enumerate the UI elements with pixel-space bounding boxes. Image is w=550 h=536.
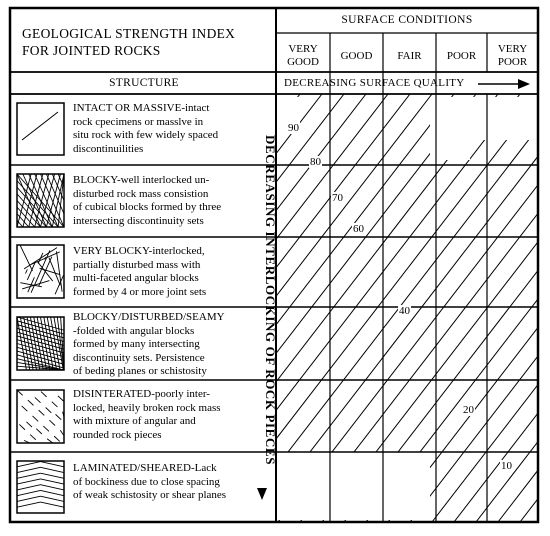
gsi-value-10: 10 — [501, 460, 512, 472]
title-line-2: FOR JOINTED ROCKS — [22, 43, 161, 58]
sketch-line — [41, 496, 65, 501]
interlocking-label: DECREASING INTERLOCKING OF ROCK PIECES — [263, 134, 278, 466]
structure-line: of weak schistosity or shear planes — [73, 489, 227, 501]
structure-line: disturbed rock mass consistion — [73, 187, 209, 200]
sketch-line — [43, 426, 49, 431]
sketch-line — [58, 174, 64, 227]
condition-very-poor — [487, 40, 538, 72]
sketch-intact-massive — [17, 103, 64, 155]
sketch-line — [58, 396, 64, 401]
sketch-very-blocky — [17, 245, 64, 298]
structure-line: situ rock with few widely spaced — [73, 129, 219, 141]
gsi-value-80: 80 — [310, 156, 321, 168]
structure-line: DISINTERATED-poorly inter- — [73, 388, 210, 400]
structure-line: of bockiness due to close spacing — [73, 475, 220, 488]
condition-poor — [436, 40, 487, 72]
sketch-line — [35, 397, 41, 402]
sketch-line — [17, 390, 23, 395]
structure-line: BLOCKY/DISTURBED/SEAMY — [73, 311, 225, 323]
sketch-line — [52, 402, 58, 407]
structure-blocky — [73, 174, 265, 228]
gsi-value-60: 60 — [353, 223, 364, 235]
sketch-line — [17, 467, 41, 472]
structure-header: STRUCTURE — [109, 77, 179, 89]
sketch-line — [41, 462, 65, 467]
sketch-line — [40, 268, 61, 274]
sketch-line — [22, 406, 28, 411]
sketch-line — [41, 479, 65, 484]
structure-line: intersecting discontinuity sets — [73, 214, 204, 227]
structure-line: discontinuity sets. Persistence — [73, 351, 205, 364]
condition-good-label: GOOD — [340, 49, 373, 62]
sketch-line — [30, 435, 36, 440]
structure-line: rounded rock pieces — [73, 428, 162, 441]
sketch-line — [54, 436, 60, 441]
sketch-line — [41, 467, 65, 472]
sketch-line — [17, 473, 41, 478]
condition-fair — [383, 40, 436, 72]
sketch-line — [41, 485, 65, 490]
condition-good — [330, 40, 383, 72]
surface-conditions-header: SURFACE CONDITIONS — [341, 14, 473, 26]
sketch-line — [56, 414, 62, 419]
chart-title — [22, 25, 272, 59]
gsi-hatch-line — [498, 94, 550, 522]
sketch-blocky-disturbed-seamy — [17, 317, 64, 370]
gsi-hatch-line — [520, 94, 550, 522]
sketch-line — [17, 496, 41, 501]
structure-line: formed by many intersecting — [73, 338, 200, 350]
sketch-blocky — [17, 174, 64, 227]
structure-very-blocky — [73, 245, 265, 299]
gsi-value-90: 90 — [288, 122, 299, 134]
sketch-line — [41, 490, 65, 495]
structure-line: VERY BLOCKY-interlocked, — [73, 245, 205, 257]
sketch-line — [25, 269, 27, 273]
structure-line: of beding planes or schistosity — [73, 365, 207, 377]
sketch-line — [36, 429, 42, 434]
title-line-1: GEOLOGICAL STRENGTH INDEX — [22, 26, 236, 41]
structure-line: of cubical blocks formed by three — [73, 201, 222, 213]
condition-very-good-line-1: VERY — [288, 43, 318, 55]
sketch-line — [31, 252, 60, 265]
gsi-value-20: 20 — [463, 404, 474, 416]
structure-line: locked, heavily broken rock mass — [73, 401, 221, 414]
condition-very-poor-line-2: POOR — [497, 56, 528, 68]
sketch-line — [17, 479, 41, 484]
sketch-laminated-sheared — [17, 461, 64, 513]
structure-line: formed by 4 or more joint sets — [73, 285, 207, 298]
sketch-line — [17, 502, 41, 507]
structure-line: -folded with angular blocks — [73, 324, 195, 337]
structure-intact-massive — [73, 102, 265, 156]
gsi-value-70: 70 — [332, 192, 343, 204]
structure-blocky-disturbed-seamy — [73, 311, 265, 379]
structure-line: with mixture of angular and — [73, 415, 196, 427]
sketch-line — [41, 392, 47, 397]
gsi-hatch-line — [542, 94, 550, 522]
condition-fair-label: FAIR — [397, 49, 422, 62]
sketch-line — [17, 462, 41, 467]
na-region-top-right — [380, 97, 537, 160]
condition-poor-label: POOR — [446, 49, 477, 62]
condition-very-good-line-2: GOOD — [287, 56, 319, 68]
sketch-line — [17, 490, 41, 495]
structure-laminated-sheared — [73, 462, 265, 503]
sketch-line — [41, 502, 65, 507]
structure-line: discontinuilities — [73, 142, 144, 155]
sketch-line — [28, 400, 34, 405]
structure-line: LAMINATED/SHEARED-Lack — [73, 462, 217, 474]
structure-line: multi-faceted angular blocks — [73, 272, 199, 284]
condition-very-poor-line-1: VERY — [497, 43, 528, 55]
structure-line: partially disturbed mass with — [73, 258, 201, 271]
sketch-line — [49, 420, 55, 425]
surface-quality-label: DECREASING SURFACE QUALITY — [284, 77, 465, 89]
sketch-line — [26, 422, 32, 427]
sketch-line — [19, 424, 25, 429]
sketch-line — [39, 410, 45, 415]
na-region-bottom-left — [276, 452, 430, 520]
surface-quality-arrow — [478, 79, 530, 89]
structure-line: INTACT OR MASSIVE-intact — [73, 102, 210, 114]
structure-line: BLOCKY-well interlocked un- — [73, 174, 210, 186]
sketch-disintegrated — [17, 390, 64, 443]
sketch-line — [41, 473, 65, 478]
structure-disintegrated — [73, 388, 265, 442]
sketch-line — [38, 253, 43, 264]
gsi-value-40: 40 — [399, 305, 410, 317]
sketch-line — [46, 407, 52, 412]
sketch-line — [17, 485, 41, 490]
sketch-line — [33, 416, 39, 421]
condition-very-good — [276, 40, 330, 72]
structure-line: rock cpecimens or masslve in — [73, 115, 204, 128]
